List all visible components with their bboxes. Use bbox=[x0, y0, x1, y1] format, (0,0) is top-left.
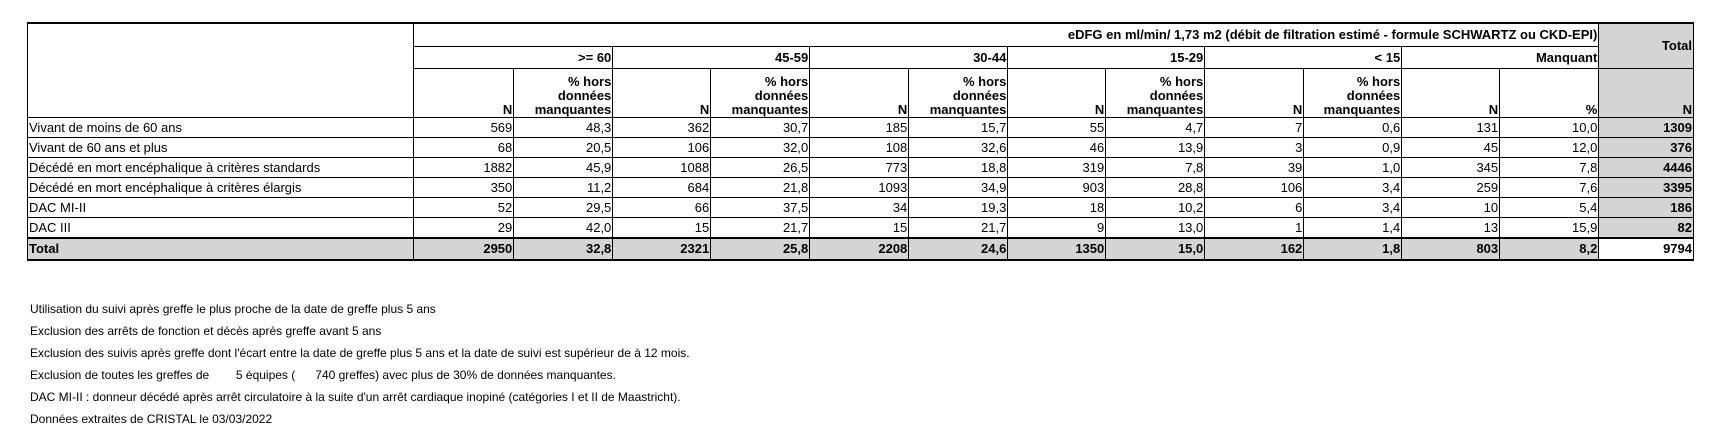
table-cell: 345 bbox=[1402, 158, 1500, 178]
group-header-missing: Manquant bbox=[1402, 47, 1599, 69]
table-row bbox=[28, 218, 1694, 239]
total-cell: 32,8 bbox=[514, 238, 613, 260]
row-total-cell: 1309 bbox=[1599, 118, 1694, 138]
table-cell: 10,2 bbox=[1106, 198, 1205, 218]
row-label: Vivant de moins de 60 ans bbox=[28, 118, 414, 138]
table-cell: 7,8 bbox=[1106, 158, 1205, 178]
table-cell: 1088 bbox=[613, 158, 711, 178]
row-header-corner bbox=[28, 23, 414, 118]
total-cell: 15,0 bbox=[1106, 238, 1205, 260]
table-cell: 11,2 bbox=[514, 178, 613, 198]
table-cell: 46 bbox=[1008, 138, 1106, 158]
table-cell: 0,6 bbox=[1304, 118, 1402, 138]
table-cell: 684 bbox=[613, 178, 711, 198]
table-cell: 3,4 bbox=[1304, 198, 1402, 218]
table-cell: 20,5 bbox=[514, 138, 613, 158]
col-header-n: N bbox=[613, 69, 711, 118]
row-total-cell: 3395 bbox=[1599, 178, 1694, 198]
table-cell: 21,8 bbox=[711, 178, 810, 198]
table-cell: 13 bbox=[1402, 218, 1500, 239]
table-cell: 19,3 bbox=[909, 198, 1008, 218]
table-cell: 185 bbox=[810, 118, 909, 138]
table-cell: 12,0 bbox=[1500, 138, 1599, 158]
table-cell: 1 bbox=[1205, 218, 1304, 239]
table-cell: 3,4 bbox=[1304, 178, 1402, 198]
col-header-pct: % hors données manquantes bbox=[514, 69, 613, 118]
table-row bbox=[28, 118, 1694, 138]
table-cell: 350 bbox=[414, 178, 514, 198]
row-label: Décédé en mort encéphalique à critères élargis bbox=[28, 178, 414, 198]
group-header-ge60: >= 60 bbox=[414, 47, 613, 69]
table-cell: 0,9 bbox=[1304, 138, 1402, 158]
table-cell: 28,8 bbox=[1106, 178, 1205, 198]
table-cell: 1,4 bbox=[1304, 218, 1402, 239]
table-cell: 52 bbox=[414, 198, 514, 218]
group-header-30-44: 30-44 bbox=[810, 47, 1008, 69]
table-cell: 13,9 bbox=[1106, 138, 1205, 158]
row-label: DAC III bbox=[28, 218, 414, 239]
table-cell: 7,8 bbox=[1500, 158, 1599, 178]
table-cell: 32,6 bbox=[909, 138, 1008, 158]
table-cell: 18 bbox=[1008, 198, 1106, 218]
table-cell: 26,5 bbox=[711, 158, 810, 178]
table-cell: 10,0 bbox=[1500, 118, 1599, 138]
table-cell: 66 bbox=[613, 198, 711, 218]
table-cell: 21,7 bbox=[711, 218, 810, 239]
col-header-n: N bbox=[1008, 69, 1106, 118]
footnote: Utilisation du suivi après greffe le plus proche de la date de greffe plus 5 ans bbox=[30, 302, 436, 316]
table-cell: 42,0 bbox=[514, 218, 613, 239]
table-row bbox=[28, 178, 1694, 198]
table-cell: 21,7 bbox=[909, 218, 1008, 239]
table-cell: 1,0 bbox=[1304, 158, 1402, 178]
table-cell: 319 bbox=[1008, 158, 1106, 178]
group-header-15-29: 15-29 bbox=[1008, 47, 1205, 69]
table-cell: 106 bbox=[613, 138, 711, 158]
footnote: DAC MI-II : donneur décédé après arrêt circulatoire à la suite d'un arrêt cardiaque inopiné (catégories I et II de Maastricht). bbox=[30, 390, 681, 404]
table-cell: 37,5 bbox=[711, 198, 810, 218]
col-header-pct: % hors données manquantes bbox=[1304, 69, 1402, 118]
table-cell: 13,0 bbox=[1106, 218, 1205, 239]
table-cell: 34,9 bbox=[909, 178, 1008, 198]
table-cell: 6 bbox=[1205, 198, 1304, 218]
col-header-total-n: N bbox=[1599, 69, 1694, 118]
table-cell: 39 bbox=[1205, 158, 1304, 178]
col-header-pct: % hors données manquantes bbox=[1106, 69, 1205, 118]
table-cell: 1093 bbox=[810, 178, 909, 198]
table-row bbox=[28, 138, 1694, 158]
table-cell: 1882 bbox=[414, 158, 514, 178]
col-header-pct: % hors données manquantes bbox=[909, 69, 1008, 118]
footnote: Exclusion de toutes les greffes de 5 équipes ( 740 greffes) avec plus de 30% de données manquantes. bbox=[30, 368, 616, 382]
table-cell: 15,9 bbox=[1500, 218, 1599, 239]
table-cell: 15,7 bbox=[909, 118, 1008, 138]
footnote: Exclusion des arrêts de fonction et décès après greffe avant 5 ans bbox=[30, 324, 382, 338]
table-cell: 29,5 bbox=[514, 198, 613, 218]
table-cell: 45 bbox=[1402, 138, 1500, 158]
table-cell: 30,7 bbox=[711, 118, 810, 138]
table-cell: 7 bbox=[1205, 118, 1304, 138]
table-cell: 9 bbox=[1008, 218, 1106, 239]
total-cell: 1350 bbox=[1008, 238, 1106, 260]
table-cell: 4,7 bbox=[1106, 118, 1205, 138]
table-cell: 106 bbox=[1205, 178, 1304, 198]
row-label: Décédé en mort encéphalique à critères standards bbox=[28, 158, 414, 178]
total-cell: 24,6 bbox=[909, 238, 1008, 260]
table-cell: 5,4 bbox=[1500, 198, 1599, 218]
row-label: DAC MI-II bbox=[28, 198, 414, 218]
table-cell: 32,0 bbox=[711, 138, 810, 158]
grand-total-cell: 9794 bbox=[1599, 238, 1694, 260]
col-header-pct: % hors données manquantes bbox=[711, 69, 810, 118]
table-cell: 362 bbox=[613, 118, 711, 138]
table-cell: 108 bbox=[810, 138, 909, 158]
table-row bbox=[28, 158, 1694, 178]
table-cell: 55 bbox=[1008, 118, 1106, 138]
table-cell: 569 bbox=[414, 118, 514, 138]
col-header-pct-missing: % bbox=[1500, 69, 1599, 118]
total-cell: 2321 bbox=[613, 238, 711, 260]
group-header-45-59: 45-59 bbox=[613, 47, 810, 69]
table-cell: 7,6 bbox=[1500, 178, 1599, 198]
footnote: Données extraites de CRISTAL le 03/03/2022 bbox=[30, 412, 273, 426]
table-cell: 903 bbox=[1008, 178, 1106, 198]
footnote: Exclusion des suivis après greffe dont l'écart entre la date de greffe plus 5 ans et la date de suivi est supérieur de à 12 mois. bbox=[30, 346, 690, 360]
total-cell: 8,2 bbox=[1500, 238, 1599, 260]
row-total-cell: 82 bbox=[1599, 218, 1694, 239]
table-cell: 15 bbox=[613, 218, 711, 239]
table-cell: 15 bbox=[810, 218, 909, 239]
row-label: Vivant de 60 ans et plus bbox=[28, 138, 414, 158]
table-cell: 29 bbox=[414, 218, 514, 239]
table-cell: 131 bbox=[1402, 118, 1500, 138]
edfg-main-header: eDFG en ml/min/ 1,73 m2 (débit de filtration estimé - formule SCHWARTZ ou CKD-EPI) bbox=[414, 23, 1599, 47]
col-header-n: N bbox=[1402, 69, 1500, 118]
group-header-lt15: < 15 bbox=[1205, 47, 1402, 69]
total-cell: 1,8 bbox=[1304, 238, 1402, 260]
table-cell: 34 bbox=[810, 198, 909, 218]
results-table bbox=[27, 22, 1694, 261]
table-row bbox=[28, 198, 1694, 218]
total-cell: 25,8 bbox=[711, 238, 810, 260]
row-total-cell: 376 bbox=[1599, 138, 1694, 158]
table-cell: 48,3 bbox=[514, 118, 613, 138]
table-cell: 3 bbox=[1205, 138, 1304, 158]
table-cell: 18,8 bbox=[909, 158, 1008, 178]
row-total-cell: 186 bbox=[1599, 198, 1694, 218]
table-cell: 10 bbox=[1402, 198, 1500, 218]
total-header: Total bbox=[1599, 23, 1694, 69]
total-cell: 2208 bbox=[810, 238, 909, 260]
col-header-n: N bbox=[414, 69, 514, 118]
total-cell: 162 bbox=[1205, 238, 1304, 260]
table-cell: 259 bbox=[1402, 178, 1500, 198]
row-total-cell: 4446 bbox=[1599, 158, 1694, 178]
total-cell: 2950 bbox=[414, 238, 514, 260]
col-header-n: N bbox=[810, 69, 909, 118]
table-cell: 68 bbox=[414, 138, 514, 158]
total-cell: 803 bbox=[1402, 238, 1500, 260]
col-header-n: N bbox=[1205, 69, 1304, 118]
table-cell: 773 bbox=[810, 158, 909, 178]
footnotes bbox=[30, 298, 690, 430]
table-cell: 45,9 bbox=[514, 158, 613, 178]
total-row-label: Total bbox=[28, 238, 414, 260]
